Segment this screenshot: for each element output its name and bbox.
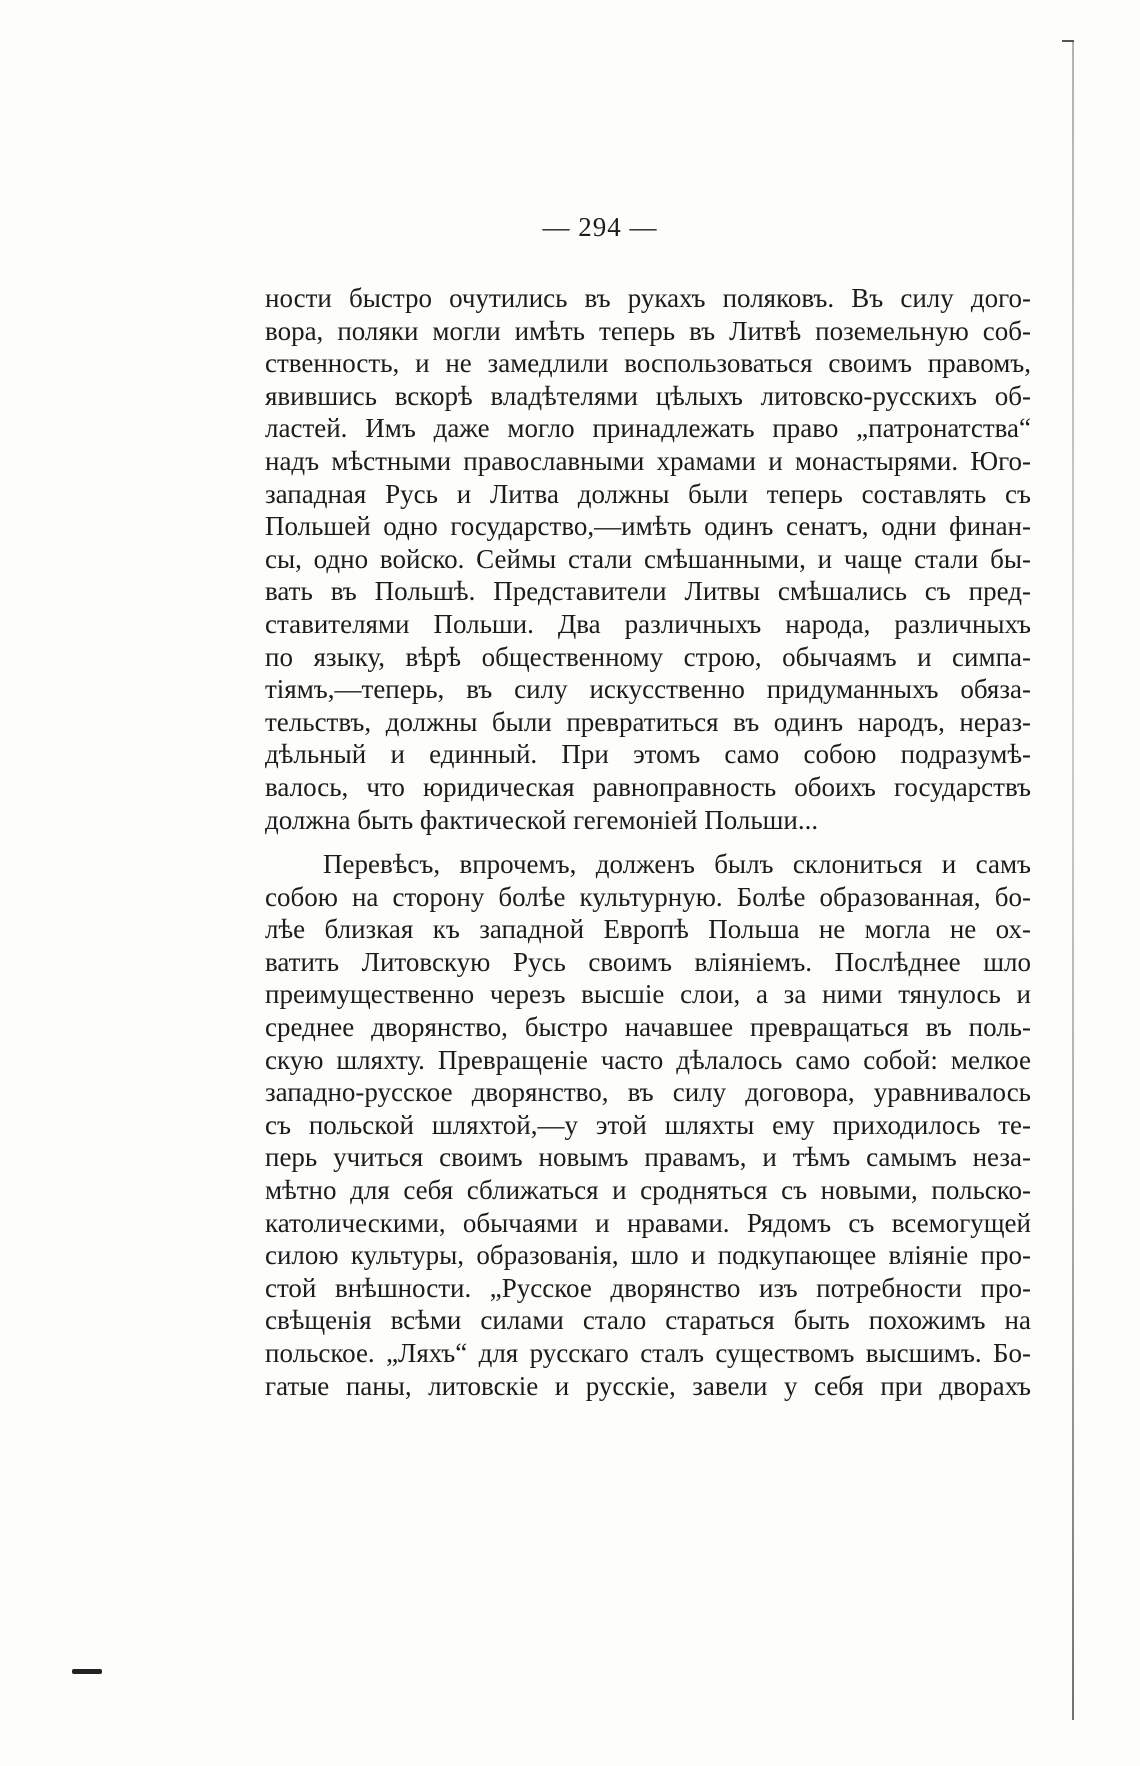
page-number: — 294 — xyxy=(542,212,658,242)
text-line: гатые паны, литовскіе и русскіе, завели у себя при дворахъ xyxy=(265,1370,1031,1401)
text-line: собою на сторону болѣе культурную. Болѣе образованная, бо- xyxy=(265,881,1031,912)
text-line: мѣтно для себя сближаться и сродняться съ новыми, польско- xyxy=(265,1175,1031,1206)
text-line: по языку, вѣрѣ общественному строю, обычаямъ и симпа- xyxy=(265,641,1031,672)
text-line: валось, что юридическая равноправность обоихъ государствъ xyxy=(265,771,1031,802)
body-text xyxy=(265,282,1031,1402)
text-line: перь учиться своимъ новымъ правамъ, и тѣмъ самымъ неза- xyxy=(265,1142,1031,1173)
page-edge-mark xyxy=(1062,40,1074,42)
paragraph xyxy=(265,282,1031,836)
text-line: ставителями Польши. Два различныхъ народа, различныхъ xyxy=(265,608,1031,639)
text-line: тельствъ, должны были превратиться въ одинъ народъ, нераз- xyxy=(265,706,1031,737)
text-line: лѣе близкая къ западной Европѣ Польша не могла не ох- xyxy=(265,914,1031,945)
text-line: дѣльный и единный. При этомъ само собою подразумѣ- xyxy=(265,739,1031,770)
paragraph-gap xyxy=(265,836,1031,848)
text-line: тіямъ,—теперь, въ силу искусственно придуманныхъ обяза- xyxy=(265,674,1031,705)
paragraph xyxy=(265,848,1031,1402)
text-line: явившись вскорѣ владѣтелями цѣлыхъ литовско-русскихъ об- xyxy=(265,380,1031,411)
text-line: должна быть фактической гегемоніей Польши... xyxy=(265,804,819,835)
text-line: ственность, и не замедлили воспользоваться своимъ правомъ, xyxy=(265,348,1031,379)
text-line: надъ мѣстными православными храмами и монастырями. Юго- xyxy=(265,445,1031,476)
text-line: скую шляхту. Превращеніе часто дѣлалось само собой: мелкое xyxy=(265,1044,1031,1075)
text-line: среднее дворянство, быстро начавшее превращаться въ поль- xyxy=(265,1012,1031,1043)
text-line: западная Русь и Литва должны были теперь составлять съ xyxy=(265,478,1031,509)
text-line: преимущественно черезъ высшіе слои, а за ними тянулось и xyxy=(265,979,1031,1010)
text-line: западно-русское дворянство, въ силу договора, уравнивалось xyxy=(265,1077,1031,1108)
print-smudge xyxy=(72,1669,102,1674)
text-line: свѣщенія всѣми силами стало стараться быть похожимъ на xyxy=(265,1305,1031,1336)
text-line: польское. „Ляхъ“ для русскаго сталъ существомъ высшимъ. Бо- xyxy=(265,1338,1031,1368)
text-line: Перевѣсъ, впрочемъ, долженъ былъ склониться и самъ xyxy=(323,849,1031,880)
text-line: стой внѣшности. „Русское дворянство изъ потребности про- xyxy=(265,1272,1031,1303)
text-line: силою культуры, образованія, шло и подкупающее вліяніе про- xyxy=(265,1240,1031,1271)
text-line: ластей. Имъ даже могло принадлежать право „патронатства“ xyxy=(265,413,1031,444)
text-line: съ польской шляхтой,—у этой шляхты ему приходилось те- xyxy=(265,1109,1031,1140)
page-edge-line xyxy=(1072,40,1074,1720)
text-line: вать въ Польшѣ. Представители Литвы смѣшались съ пред- xyxy=(265,576,1031,607)
text-line: католическими, обычаями и нравами. Рядомъ съ всемогущей xyxy=(265,1207,1031,1238)
text-line: вора, поляки могли имѣть теперь въ Литвѣ поземельную соб- xyxy=(265,315,1031,346)
text-line: ности быстро очутились въ рукахъ поляковъ. Въ силу дого- xyxy=(265,283,1031,313)
text-line: сы, одно войско. Сеймы стали смѣшанными, и чаще стали бы- xyxy=(265,543,1031,574)
text-line: ватить Литовскую Русь своимъ вліяніемъ. Послѣднее шло xyxy=(265,946,1031,977)
text-line: Польшей одно государство,—имѣть одинъ сенатъ, одни финан- xyxy=(265,511,1031,542)
